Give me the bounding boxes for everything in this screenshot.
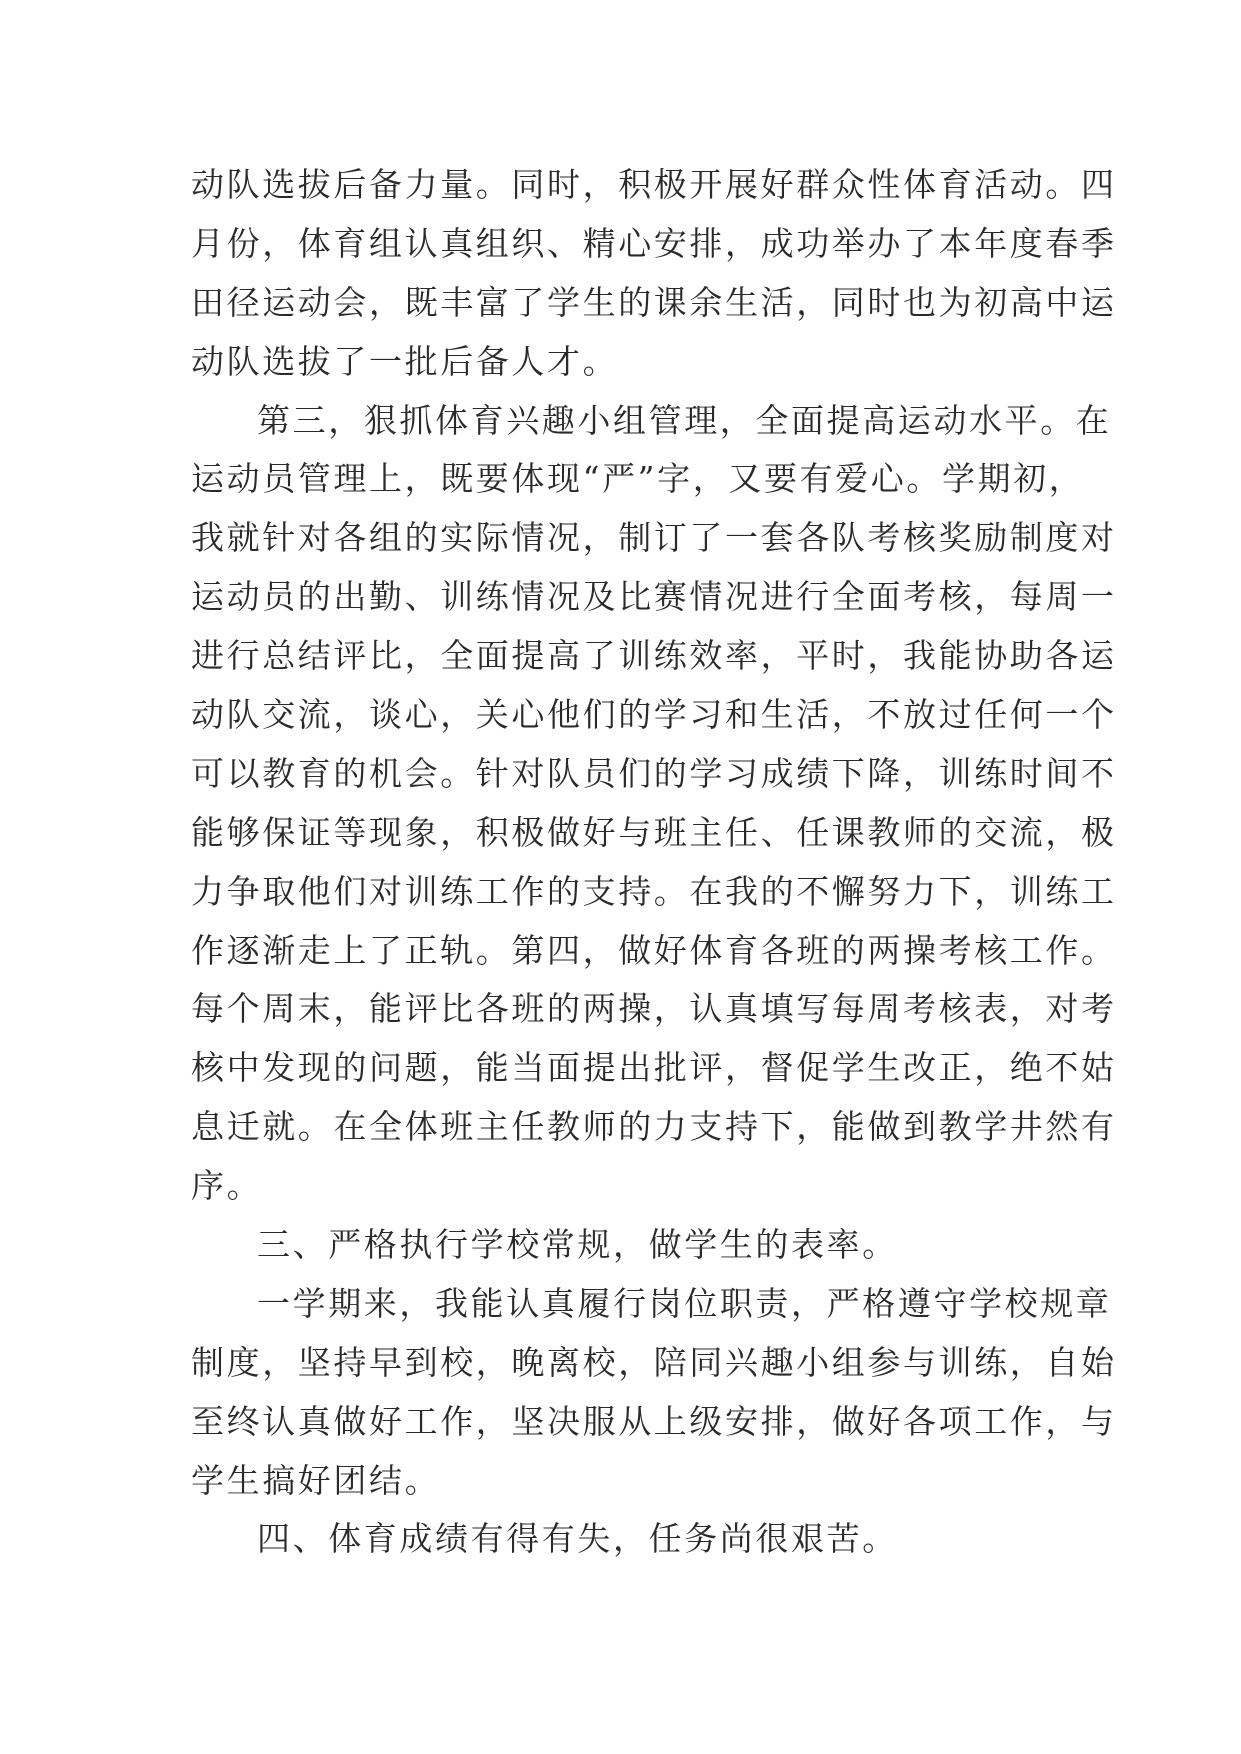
- text-line: 运动员的出勤、训练情况及比赛情况进行全面考核，每周一: [191, 577, 1117, 617]
- text-line: 动队选拔了一批后备人才。: [191, 341, 619, 381]
- text-line: 核中发现的问题，能当面提出批评，督促学生改正，绝不姑: [191, 1048, 1117, 1088]
- text-line: 我就针对各组的实际情况，制订了一套各队考核奖励制度对: [191, 518, 1117, 558]
- text-line: 作逐渐走上了正轨。第四，做好体育各班的两操考核工作。: [191, 930, 1117, 970]
- text-line: 月份，体育组认真组织、精心安排，成功举办了本年度春季: [191, 223, 1117, 263]
- body-text: [191, 156, 1117, 1569]
- section-heading: 三、严格执行学校常规，做学生的表率。: [257, 1225, 898, 1265]
- text-line: 能够保证等现象，积极做好与班主任、任课教师的交流，极: [191, 812, 1117, 852]
- text-line: 制度，坚持早到校，晚离校，陪同兴趣小组参与训练，自始: [191, 1342, 1117, 1382]
- text-line: 力争取他们对训练工作的支持。在我的不懈努力下，训练工: [191, 871, 1117, 911]
- paragraph-first-line: 一学期来，我能认真履行岗位职责，严格遵守学校规章: [257, 1283, 1112, 1323]
- text-line: 序。: [191, 1166, 263, 1206]
- text-line: 息迁就。在全体班主任教师的力支持下，能做到教学井然有: [191, 1107, 1117, 1147]
- section-heading: 四、体育成绩有得有失，任务尚很艰苦。: [257, 1519, 898, 1559]
- text-line: 至终认真做好工作，坚决服从上级安排，做好各项工作，与: [191, 1401, 1117, 1441]
- text-line: 田径运动会，既丰富了学生的课余生活，同时也为初高中运: [191, 282, 1117, 322]
- text-line: 学生搞好团结。: [191, 1460, 441, 1500]
- text-line: 每个周末，能评比各班的两操，认真填写每周考核表，对考: [191, 989, 1117, 1029]
- text-line: 可以教育的机会。针对队员们的学习成绩下降，训练时间不: [191, 753, 1117, 793]
- text-line: 进行总结评比，全面提高了训练效率，平时，我能协助各运: [191, 636, 1117, 676]
- text-line: 动队交流，谈心，关心他们的学习和生活，不放过任何一个: [191, 695, 1117, 735]
- text-line: 动队选拔后备力量。同时，积极开展好群众性体育活动。四: [191, 165, 1117, 204]
- paragraph-first-line: 第三，狠抓体育兴趣小组管理，全面提高运动水平。在: [257, 400, 1112, 440]
- text-line: 运动员管理上，既要体现“严”字，又要有爱心。学期初，: [191, 459, 1085, 499]
